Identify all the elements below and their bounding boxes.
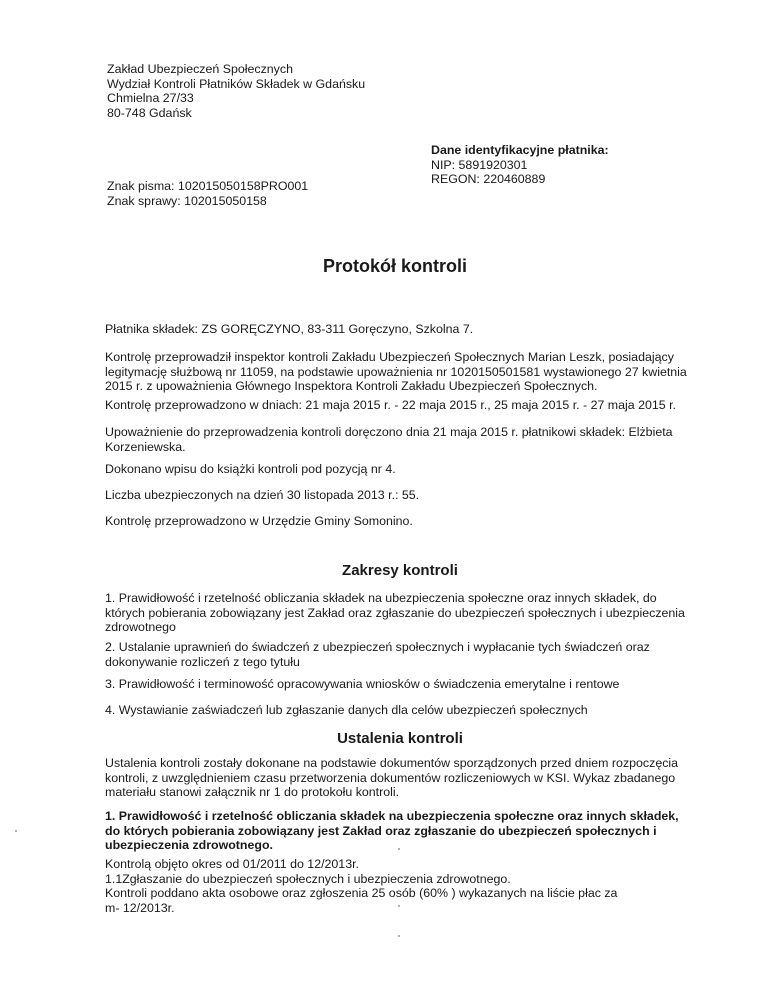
findings-intro: Ustalenia kontroli zostały dokonane na podstawie dokumentów sporządzonych przed dniem rozpoczęcia kontroli, z uwzględnieniem czasu przetworzenia dokumentów rozliczeniowych w KSI. Wykaz zbadanego materiału stanowi załącznik nr 1 do protokołu kontroli. <box>105 756 679 799</box>
inspection-dates: Kontrolę przeprowadzono w dniach: 21 maja 2015 r. - 22 maja 2015 r., 25 maja 2015 r. - 27 maja 2015 r. <box>105 398 677 412</box>
scope-item-4: 4. Wystawianie zaświadczeń lub zgłaszanie danych dla celów ubezpieczeń społecznych <box>105 703 588 717</box>
case-reference: Znak sprawy: 102015050158 <box>107 193 267 208</box>
inspector-paragraph: Kontrolę przeprowadził inspektor kontroli Zakładu Ubezpieczeń Społecznych Marian Leszk, posiadający legitymację służbową nr 11059, na podstawie upoważnienia nr 1020150501581 wystawionego 27 kwietnia 2015 r. z upoważnienia Głównego Inspektora Kontroli Zakładu Ubezpieczeń Społecznych. <box>105 350 687 393</box>
sender-line: 80-748 Gdańsk <box>107 105 192 120</box>
reference-numbers <box>107 179 308 208</box>
sender-line: Wydział Kontroli Płatników Składek w Gdańsku <box>107 76 366 91</box>
findings-heading: Ustalenia kontroli <box>337 730 463 747</box>
payer-id-heading: Dane identyfikacyjne płatnika: <box>431 143 609 157</box>
payer-regon: REGON: 220460889 <box>431 172 546 186</box>
authorization-paragraph: Upoważnienie do przeprowadzenia kontroli doręczono dnia 21 maja 2015 r. płatnikowi składek: Elżbieta Korzeniewska. <box>105 425 673 454</box>
scope-item-1: 1. Prawidłowość i rzetelność obliczania składek na ubezpieczenia społeczne oraz innych składek, do których pobierania zobowiązany jest Zakład oraz zgłaszanie do ubezpieczeń społecznych i ubezpieczenia zdrowotnego <box>105 591 685 634</box>
inspection-location: Kontrolę przeprowadzono w Urzędzie Gminy Somonino. <box>105 514 413 528</box>
book-entry: Dokonano wpisu do książki kontroli pod pozycją nr 4. <box>105 462 396 476</box>
scope-heading: Zakresy kontroli <box>342 562 458 579</box>
scan-speck <box>398 848 400 850</box>
payer-line: Płatnika składek: ZS GORĘCZYNO, 83-311 Goręczyno, Szkolna 7. <box>105 322 474 336</box>
document-title: Protokół kontroli <box>323 256 467 276</box>
payer-identification <box>431 143 609 187</box>
sender-line: Zakład Ubezpieczeń Społecznych <box>107 62 293 76</box>
findings-section-1-heading: 1. Prawidłowość i rzetelność obliczania składek na ubezpieczenia społeczne oraz innych składek, do których pobierania zobowiązany jest Zakład oraz zgłaszanie do ubezpieczeń społecznych i ubezpieczenia zdrowotnego. <box>105 809 679 852</box>
scan-speck <box>398 905 400 907</box>
payer-nip: NIP: 5891920301 <box>431 157 528 172</box>
scan-speck <box>15 830 17 832</box>
insured-count: Liczba ubezpieczonych na dzień 30 listopada 2013 r.: 55. <box>105 488 420 502</box>
scope-item-2: 2. Ustalanie uprawnień do świadczeń z ubezpieczeń społecznych i wypłacanie tych świadczeń oraz dokonywanie rozliczeń z tego tytułu <box>105 640 650 669</box>
scope-item-3: 3. Prawidłowość i terminowość opracowywania wniosków o świadczenia emerytalne i rentowe <box>105 677 620 691</box>
sender-line: Chmielna 27/33 <box>107 91 194 105</box>
letter-reference: Znak pisma: 102015050158PRO001 <box>107 179 309 193</box>
sender-address <box>107 62 365 120</box>
scan-speck <box>398 935 400 937</box>
findings-body: Kontrolą objęto okres od 01/2011 do 12/2013r. 1.1Zgłaszanie do ubezpieczeń społecznych i ubezpieczenia zdrowotnego. Kontroli poddano akta osobowe oraz zgłoszenia 25 osób (60% ) wykazanych na liście płac za m- 12/2013r. <box>105 857 618 915</box>
